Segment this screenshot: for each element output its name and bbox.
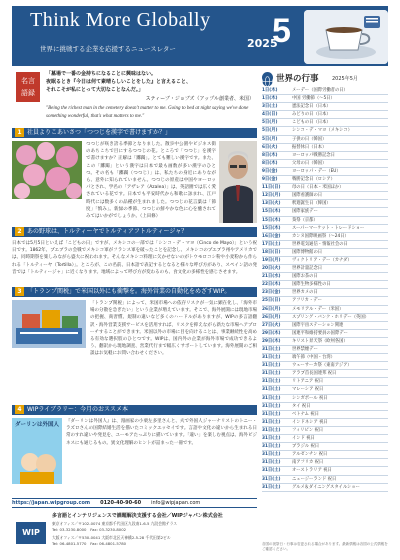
- calendar-event: 南アフリカ 祝日: [292, 460, 324, 466]
- calendar-row: [262, 217, 388, 225]
- calendar-event: 国連平和維持要員の国際デー: [292, 330, 348, 336]
- calendar-date: 21日(水): [262, 274, 281, 280]
- calendar-row: [262, 403, 388, 411]
- calendar-date: 31日(土): [262, 363, 281, 369]
- tariff-illustration: [12, 300, 86, 348]
- calendar-date: 18日(日): [262, 249, 281, 255]
- calendar-event: 戦勝記念日（ロシア）: [292, 177, 335, 183]
- section-4-header: 4 WIPライブラリー：今月のおススメ本: [12, 405, 257, 415]
- calendar-event: 国際博物館の日: [292, 249, 323, 255]
- calendar-date: 31日(土): [262, 387, 281, 393]
- calendar-date: 22日(木): [262, 282, 281, 288]
- calendar-date: 5日(月): [262, 136, 278, 142]
- quote-jp-line: 夜眠るとき『今日は何て素晴らしいことをした』と言えること、: [46, 79, 192, 85]
- calendar-row: [262, 476, 388, 484]
- calendar-row: [262, 95, 388, 103]
- calendar-event: 世界禁煙デー: [292, 347, 318, 352]
- calendar-date: 31日(土): [262, 460, 281, 466]
- calendar-event: リトアニア 祝日: [292, 379, 324, 385]
- company-title: 多言語とインテリジェンスで課題解決支援する会社／WIPジャパン株式会社: [52, 513, 223, 519]
- calendar-event: 世界電気通信・情報社会の日: [292, 241, 348, 247]
- azalea-photo: [12, 141, 82, 199]
- osaka-phone: Tel: 06-4801-5770 Fax: 06-4801-5780: [52, 541, 127, 546]
- calendar-row: [262, 459, 388, 467]
- section-4-title: WIPライブラリー：今月のおススメ本: [27, 406, 128, 413]
- calendar-event: 国際宇宙ステーション関連: [292, 322, 344, 328]
- calendar-date: 29日(木): [262, 330, 281, 336]
- calendar-row: [262, 225, 388, 233]
- calendar-date: 4日(日): [262, 112, 278, 118]
- calendar-date: 31日(土): [262, 476, 281, 482]
- calendar-event: フィリピン 祝日: [292, 427, 324, 433]
- issue-year: 2025: [247, 37, 278, 50]
- calendar-event: スーパーマーケット・トレードショー: [292, 225, 365, 231]
- author-portrait: [219, 141, 257, 223]
- calendar-date: 31日(土): [262, 484, 281, 490]
- calendar-event: 憲法記念日（日本）: [292, 104, 331, 110]
- calendar-event: 中国 労働節（～5日）: [292, 96, 335, 102]
- calendar-event: ヨーロッパ・デー（EU）: [292, 168, 341, 174]
- calendar-header: [262, 72, 388, 84]
- quote-english: "Being the richest man in the cemetery doesn't matter to me. Going to bed at night saying we've done something wonderful, that's what matters to me.": [46, 106, 249, 119]
- calendar-event: シンガポール 祝日: [292, 395, 328, 401]
- calendar-row: [262, 370, 388, 378]
- calendar-row: [262, 136, 388, 144]
- calendar-row: [262, 176, 388, 184]
- calendar-event: グルメ＆ダイニングスタイルショー: [292, 484, 360, 490]
- calendar-event: ニュージーランド 祝日: [292, 476, 337, 482]
- calendar-event: メーデー（国際労働者の日）: [292, 88, 348, 93]
- calendar-date: 23日(金): [262, 290, 281, 296]
- calendar-event: 世界計量記念日: [292, 266, 323, 272]
- calendar-row: [262, 362, 388, 370]
- calendar-row: [262, 297, 388, 305]
- calendar-row: [262, 395, 388, 403]
- calendar-date: 27日(火): [262, 322, 281, 328]
- section-4-body: 『ダーリンは外国人』は、漫画家の小栗左多里さんと、夫で外国人ジャーナリストのトニー・ラズロさんの国際結婚生活を描いたコミックエッセイです。言語や文化の違いから生まれる日常のすれ違いや発見を、ユーモアたっぷりに描いています。「違い」を楽しむ視点は、海外ビジネスにも通じるもの。異文化理解のヒントが詰まった一冊です。: [66, 419, 257, 446]
- calendar-event: ヨーロッパ戦勝記念日: [292, 152, 335, 158]
- calendar-event: アラブ首長国連邦 祝日: [292, 371, 337, 377]
- issue-month: 5: [272, 12, 291, 50]
- calendar-date: 8日(木): [262, 160, 278, 166]
- calendar-date: 1日(木): [262, 96, 278, 102]
- calendar-row: [262, 192, 388, 200]
- calendar-row: [262, 152, 388, 160]
- calendar-event: タイ 祝日: [292, 403, 311, 409]
- calendar-event: 世界カメの日: [292, 290, 318, 296]
- quote-badge: 名言 語録: [16, 72, 40, 102]
- section-1-header: 1 社員よりこあいさつ「つつじを漢字で書けますか？」: [12, 128, 257, 138]
- calendar-row: [262, 168, 388, 176]
- calendar-date: 15日(木): [262, 217, 281, 223]
- calendar-date: 6日(火): [262, 144, 278, 150]
- calendar-row: [262, 484, 388, 492]
- calendar-date: 9日(金): [262, 177, 278, 183]
- calendar-event: メモリアル・デー（米国）: [292, 306, 344, 312]
- calendar-date: 31日(土): [262, 444, 281, 450]
- calendar-subtitle: 2025年5月: [332, 76, 358, 82]
- calendar-row: [262, 427, 388, 435]
- calendar-event: 国際お茶の日: [292, 274, 318, 280]
- calendar-date: 29日(木): [262, 338, 281, 344]
- footer: [12, 510, 257, 552]
- calendar-date: 5日(月): [262, 128, 278, 134]
- section-2-title: あの野球は、トルティーヤでトルティアフトルティージャ？: [27, 228, 188, 235]
- calendar-row: [262, 411, 388, 419]
- section-3-header: 3 「トランプ関税」で米国以外にも衝撃を。海外営業の自動化をめざすWIP。: [12, 287, 257, 297]
- calendar-row: [262, 233, 388, 241]
- osaka-address: 大阪オフィス／〒530-0041 大阪市北区天神橋2-5-28 千代田第2ビル: [52, 535, 171, 540]
- calendar-event: インド 祝日: [292, 436, 315, 442]
- calendar-event: マレーシア 祝日: [292, 387, 324, 393]
- calendar-event: 国際生物多様性の日: [292, 282, 331, 288]
- calendar-date: 15日(木): [262, 225, 281, 231]
- section-2-body: 日本では5月5日といえば「こどもの日」ですが、メキシコの一部では「シンコ・デ・マヨ（Cinco de Mayo）」という祝日です。1862年、プエブラの会戦でメキシコ軍がフランス軍を破ったことを記念し、メキシコのプエブラ州やアメリカでは、同時期祭を楽しみながら盛大に祝われます。そんなメキシコ料理に欠かせないのがトウモロコシ粉や小麦粉から作られる「トルティーヤ（Tortilla）」。ところが、この名前、日本語で表記するとなると様々な呼び方があり、スペイン語の発音では「トルティージャ」に近くなります。地域によって呼び方が変わるのも、食文化の多様性を感じさせます。: [12, 241, 257, 275]
- calendar-event: 国際家族デー: [292, 209, 318, 215]
- calendar-row: [262, 346, 388, 354]
- calendar-date: 31日(土): [262, 379, 281, 385]
- calendar-row: [262, 241, 388, 249]
- quote-jp-line: それこそが私にとって大切なことなんだ。」: [46, 87, 144, 93]
- calendar-date: 25日(日): [262, 298, 281, 304]
- calendar-event: ブラジル 祝日: [292, 444, 320, 450]
- calendar-date: 31日(土): [262, 371, 281, 377]
- calendar-event: スプリング・バンク・ホリデー（英国）: [292, 314, 369, 320]
- phone-number[interactable]: 0120-40-90-60: [100, 500, 142, 506]
- tagline: 世界に挑戦する企業を応援するニュースレター: [40, 45, 176, 53]
- calendar-row: [262, 160, 388, 168]
- calendar-event: 母の日（日本・米国ほか）: [292, 185, 344, 191]
- calendar-event: オーストラリア 祝日: [292, 468, 332, 474]
- calendar-event: キリスト昇天祭（欧州各国）: [292, 338, 348, 344]
- calendar-event: ヴィクトリア・デー（カナダ）: [292, 257, 352, 263]
- calendar-row: [262, 200, 388, 208]
- section-2-header: 2 あの野球は、トルティーヤでトルティアフトルティージャ？: [12, 227, 257, 237]
- calendar-event: 釈迦誕生日（韓国）: [292, 201, 331, 207]
- calendar-event: 子供の日（韓国）: [292, 136, 327, 142]
- calendar-event: シンコ・デ・マヨ（メキシコ）: [292, 128, 353, 134]
- calendar-row: [262, 467, 388, 475]
- calendar-row: [262, 419, 388, 427]
- calendar-event: アルゼンチン 祝日: [292, 452, 328, 458]
- calendar-row: [262, 249, 388, 257]
- quote-author: スティーブ・ジョブズ（アップル創業者、米国）: [145, 96, 254, 102]
- calendar-row: [262, 127, 388, 135]
- section-3-title: 「トランプ関税」で米国以外にも衝撃を。海外営業の自動化をめざすWIP。: [27, 288, 231, 295]
- calendar-date: 31日(土): [262, 395, 281, 401]
- calendar-list: [262, 87, 388, 492]
- quote-jp-line: 「墓場で一番の金持ちになることに興味はない。: [46, 71, 157, 77]
- calendar-date: 12日(月): [262, 193, 281, 199]
- calendar-date: 3日(土): [262, 104, 278, 110]
- calendar-date: 26日(月): [262, 314, 281, 320]
- calendar-event: 端午節（中国・台湾）: [292, 355, 335, 361]
- calendar-date: 31日(土): [262, 427, 281, 433]
- globe-icon: [262, 72, 273, 83]
- calendar-event: インドネシア 祝日: [292, 419, 328, 425]
- calendar-event: 国際看護師の日: [292, 193, 323, 199]
- calendar-row: [262, 265, 388, 273]
- calendar-event: カンヌ国際映画祭（～24日）: [292, 233, 349, 239]
- calendar-row: [262, 289, 388, 297]
- calendar-date: 15日(木): [262, 209, 281, 215]
- calendar-date: 31日(土): [262, 468, 281, 474]
- calendar-row: [262, 306, 388, 314]
- calendar-title: 世界の行事: [276, 74, 319, 84]
- calendar-row: [262, 273, 388, 281]
- tokyo-address: 東京オフィス／〒102-0074 東京都千代田区九段南1-6-5 九段会館テラス: [52, 521, 178, 526]
- calendar-row: [262, 435, 388, 443]
- calendar-date: 20日(火): [262, 266, 281, 272]
- calendar-row: [262, 103, 388, 111]
- calendar-date: 13日(火): [262, 201, 281, 207]
- calendar-date: 31日(土): [262, 436, 281, 442]
- calendar-event: みどりの日（日本）: [292, 112, 331, 118]
- website-link[interactable]: https://japan.wipgroup.com: [12, 500, 91, 506]
- calendar-row: [262, 111, 388, 119]
- calendar-row: [262, 208, 388, 216]
- calendar-event: 葵祭（京都）: [292, 217, 318, 223]
- calendar-date: 31日(土): [262, 347, 281, 352]
- book-cover: [12, 418, 62, 484]
- section-3-body: 「トランプ関税」によって、米国市場への依存リスクが一気に顕在化し、「海外市場の分散を急ぎたい」という企業が増えています。そこで、海外展開には現地市場の把握、商習慣、規制の違いなど多くのハードルがありますが、WIPの多言語翻訳・海外営業支援サービスを活用すれば、リスクを抑えながら新たな市場へアプローチすることができます。米国以外の市場に目を向けることは、事業継続性を高める有効な選択肢のひとつです。WIPは、国内外の企業が海外市場で成功できるよう、翻訳から現地調査、営業代行まで幅広くサポートしています。海外展開のご相談はお気軽にお問い合わせください。: [90, 301, 257, 357]
- calendar-row: [262, 322, 388, 330]
- calendar-row: [262, 144, 388, 152]
- calendar-date: 9日(金): [262, 168, 278, 174]
- calendar-row: [262, 330, 388, 338]
- calendar-row: [262, 338, 388, 346]
- calendar-event: ベトナム 祝日: [292, 411, 319, 417]
- calendar-date: 31日(土): [262, 419, 281, 425]
- calendar-date: 31日(土): [262, 411, 281, 417]
- calendar-date: 19日(月): [262, 257, 281, 263]
- calendar-date: 16日(金): [262, 233, 281, 239]
- calendar-event: 振替休日（日本）: [292, 144, 327, 150]
- calendar-row: [262, 314, 388, 322]
- wip-logo: WIP: [16, 522, 46, 544]
- calendar-date: 11日(日): [262, 185, 281, 191]
- calendar-event: ウェーサーカ祭（東南アジア）: [292, 363, 352, 369]
- calendar-event: 父母の日（韓国）: [292, 160, 327, 166]
- masthead: [12, 6, 388, 66]
- calendar-event: こどもの日（日本）: [292, 120, 331, 126]
- calendar-row: [262, 378, 388, 386]
- calendar-row: [262, 386, 388, 394]
- calendar-note: 各国の祝祭日・行事は変更される場合があります。最新情報は各国の公式情報をご確認ください。: [262, 542, 388, 551]
- calendar-row: [262, 281, 388, 289]
- calendar-date: 1日(木): [262, 88, 278, 93]
- contact-bar: [12, 498, 257, 508]
- calendar-event: アフリカ・デー: [292, 298, 322, 304]
- calendar-row: [262, 184, 388, 192]
- section-1-body: つつじが咲き誇る季節となりました。散歩中公園やビジネス街のあちこちで目にするつつじの花。ところで「つつじ」を漢字で書けますか？正解は「躑躅」。とても難しい漢字です。また、この「躑躅」という漢字は日本で最も画数が多い漢字のひとつ。その名も「躑躅（つつじ）」は、私たちの身近にありながら、意外に知られていません。つつじの原産は中国やヨーロッパとされ、学名の「アザレア（Azalea）」は、英語圏では広く愛されている花です。日本でも平安時代から和歌に詠まれ、江戸時代には数多くの品種が生まれました。つつじの花言葉は「節度」「慎み」。新緑の季節、つつじの鮮やかな色に心を癒されてみてはいかがでしょうか。（上田修）: [86, 142, 216, 220]
- tokyo-phone: Tel: 03-3230-8000 Fax: 03-3230-8002: [52, 527, 127, 532]
- calendar-date: 31日(土): [262, 452, 281, 458]
- section-1-title: 社員よりこあいさつ「つつじを漢字で書けますか？」: [27, 129, 172, 136]
- book-cover-title: ダーリンは外国人: [15, 422, 60, 428]
- brand-title: Think More Globally: [30, 9, 211, 31]
- featured-quote: [46, 70, 254, 121]
- calendar-date: 31日(土): [262, 355, 281, 361]
- coffee-cup-illustration: [304, 10, 388, 64]
- email-link[interactable]: info@wipjapan.com: [151, 500, 201, 506]
- calendar-row: [262, 354, 388, 362]
- calendar-row: [262, 119, 388, 127]
- calendar-row: [262, 443, 388, 451]
- calendar-row: [262, 257, 388, 265]
- calendar-date: 31日(土): [262, 403, 281, 409]
- calendar-date: 26日(月): [262, 306, 281, 312]
- calendar-row: [262, 451, 388, 459]
- calendar-date: 17日(土): [262, 241, 281, 247]
- calendar-date: 5日(月): [262, 120, 278, 126]
- calendar-row: [262, 87, 388, 95]
- calendar-date: 8日(木): [262, 152, 278, 158]
